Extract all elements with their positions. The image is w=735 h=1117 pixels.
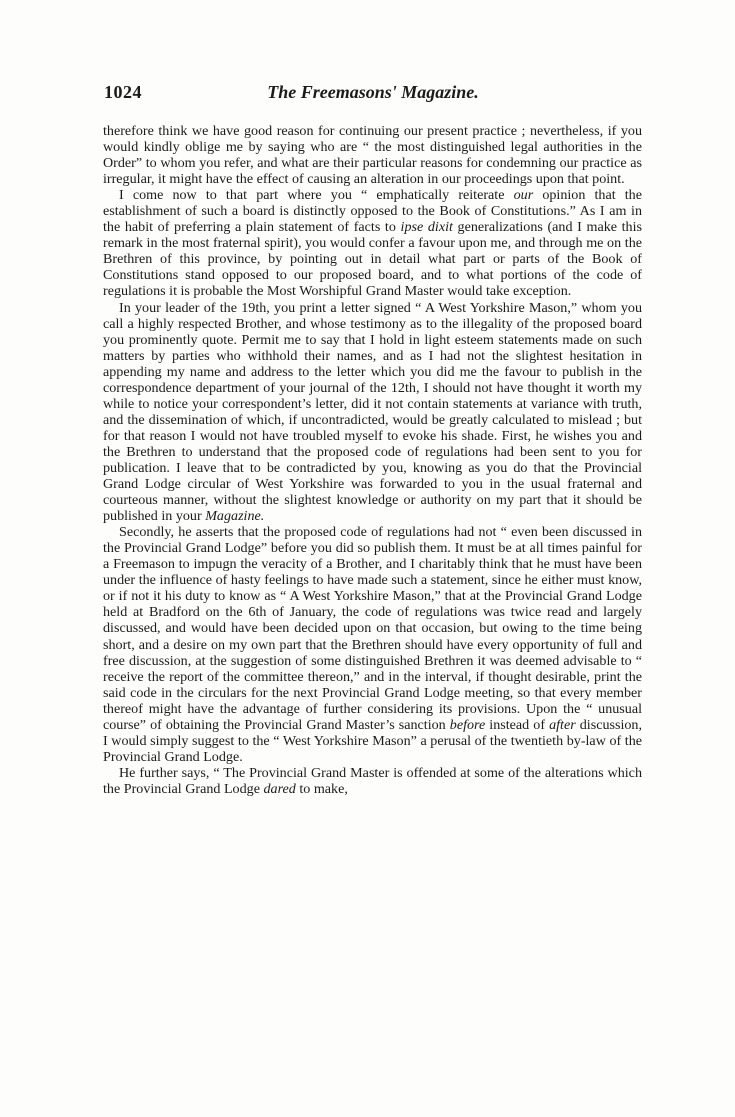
paragraph-1-text: therefore think we have good reason for continuing our present practice ; nevertheless, if you would kindly oblige me by saying who are “ the most distinguished legal authorities in the Order” to whom you refer, and what are their particular reasons for condemning our practice as irregular, it might have the effect of causing an alteration in our proceedings upon that point. bbox=[103, 123, 642, 188]
paragraph-5-text-b: to make, bbox=[295, 780, 348, 797]
paragraph-3-text-a: In your leader of the 19th, you print a letter signed “ A West Yorkshire Mason,” whom you call a highly respected Brother, and whose testimony as to the illegality of the proposed board you prominently quote. Permit me to say that I hold in light esteem statements made on such matters by parties who withhold their names, and as I had not the slightest hesitation in appending my name and address to the letter which you did me the favour to publish in the correspondence department of your journal of the 12th, I should not have thought it worth my while to notice your correspondent’s letter, did it not contain statements at variance with truth, and the dissemination of which, if uncontradicted, would be greatly calculated to mislead ; but for that reason I would not have troubled myself to evoke his shade. First, he wishes you and the Brethren to understand that the proposed code of regulations had been sent to you for publication. I leave that to be contradicted by you, knowing as you do that the Provincial Grand Lodge circular of West Yorkshire was forwarded to you in the usual fraternal and courteous manner, without the slightest knowledge or authority on my part that it should be published in your bbox=[103, 299, 642, 525]
paragraph-2-emphasis-our: our bbox=[513, 187, 534, 204]
paragraph-4-emphasis-before: before bbox=[449, 716, 486, 733]
paragraph-5-emphasis-dared: dared bbox=[263, 780, 296, 797]
paragraph-2-emphasis-ipse-dixit: ipse dixit bbox=[400, 219, 453, 236]
paragraph-4-emphasis-after: after bbox=[549, 716, 576, 733]
paragraph-4-text-a: Secondly, he asserts that the proposed code of regulations had not “ even been discussed in the Provincial Grand Lodge” before you did so publish them. It must be at all times painful for a Freemason to impugn the veracity of a Brother, and I charitably think that he must have been under the influence of hasty feelings to have made such a statement, since he either must know, or if not it his duty to know as “ A West Yorkshire Mason,” that at the Provincial Grand Lodge held at Bradford on the 6th of January, the code of regulations was twice read and largely discussed, and would have been decided upon on that occasion, but owing to the time being short, and a desire on my own part that the Brethren should have every opportunity of full and free discussion, at the suggestion of some distinguished Brethren it was deemed advisable to “ receive the report of the committee thereon,” and in the interval, if thought desirable, print the said code in the circulars for the next Provincial Grand Lodge meeting, so that every member thereof might have the advantage of further considering its provisions. Upon the “ unusual course” of obtaining the Provincial Grand Master’s sanction bbox=[103, 524, 642, 733]
paragraph-4 bbox=[103, 524, 642, 765]
page-number: 1024 bbox=[104, 82, 142, 102]
paragraph-3 bbox=[103, 300, 642, 525]
paragraph-2-text-a: I come now to that part where you “ emphatically reiterate bbox=[119, 187, 514, 204]
article-body bbox=[103, 123, 642, 797]
paragraph-2-text-c: generalizations (and I make this remark in the most fraternal spirit), you would confer a favour upon me, and through me on the Brethren of this province, by pointing out in detail what part or parts of the Book of Constitutions stand opposed to our proposed board, and to what portions of the code of regulations it is probable the Most Worshipful Grand Master would take exception. bbox=[103, 219, 642, 300]
paragraph-1 bbox=[103, 123, 642, 187]
paragraph-4-text-b: instead of bbox=[485, 716, 550, 733]
paragraph-2 bbox=[103, 187, 642, 299]
page-header bbox=[104, 82, 642, 110]
running-title: The Freemasons' Magazine. bbox=[267, 82, 479, 102]
paragraph-3-emphasis-magazine: Magazine. bbox=[205, 508, 265, 525]
paragraph-5-text-a: He further says, “ The Provincial Grand Master is offended at some of the alterations which the Provincial Grand Lodge bbox=[103, 764, 642, 797]
paragraph-4-text-c: discussion, I would simply suggest to the “ West Yorkshire Mason” a perusal of the twentieth by-law of the Provincial Grand Lodge. bbox=[103, 716, 643, 765]
paragraph-2-text-b: opinion that the establishment of such a board is distinctly opposed to the Book of Constitutions.” As I am in the habit of preferring a plain statement of facts to bbox=[103, 187, 642, 236]
paragraph-5 bbox=[103, 765, 642, 797]
